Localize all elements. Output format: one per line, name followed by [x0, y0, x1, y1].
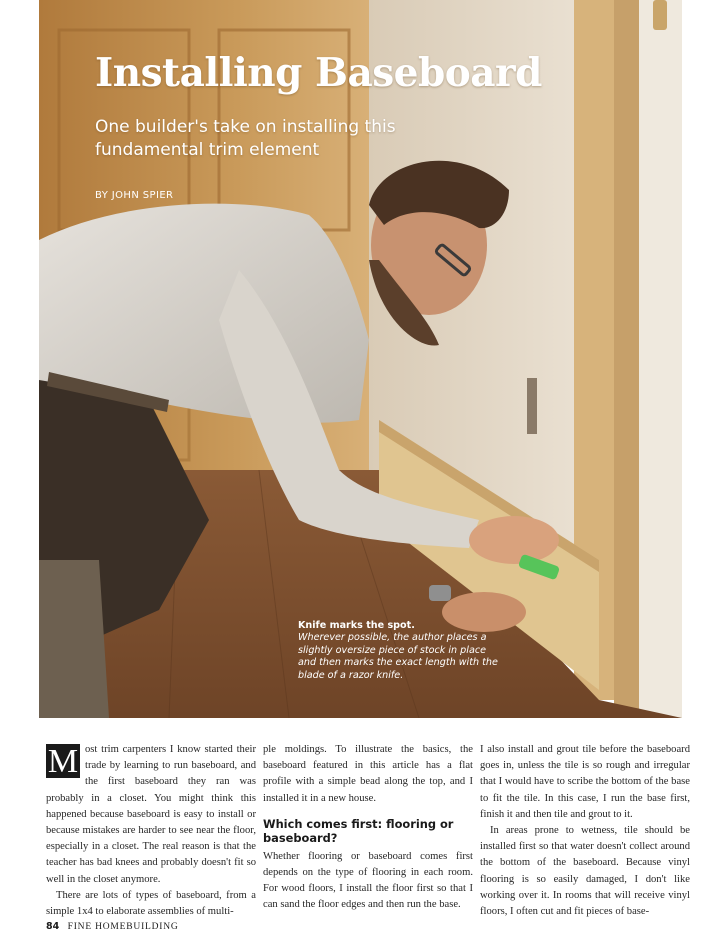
hero-photo-illustration: [39, 0, 682, 718]
article-byline: BY JOHN SPIER: [95, 190, 174, 201]
photo-caption: [298, 620, 503, 682]
body-paragraph: In areas prone to wetness, tile should be installed first so that water doesn't collect around the bottom of the baseboard. Because vinyl flooring is so easily damaged, I don't like working over it. In rooms that will receive vinyl floors, I often cut and fit pieces of base-: [480, 825, 690, 918]
caption-title: Knife marks the spot.: [298, 620, 415, 631]
page-number: 84: [46, 921, 60, 932]
section-subhead: Which comes first: flooring or baseboard?: [263, 816, 454, 845]
body-paragraph: Whether flooring or baseboard comes first depends on the type of flooring in each room. For wood floors, I install the floor first so that I can sand the floor edges and then run the base.: [263, 850, 473, 911]
body-paragraph: ple moldings. To illustrate the basics, the baseboard featured in this article has a flat profile with a simple bead along the top, and I installed it in a new house.: [263, 744, 473, 804]
paragraph-text: ost trim carpenters I know started their trade by learning to run baseboard, and the first baseboard they ran was probably in a closet. You might think this happened because baseboard is easy to install or because mistakes are harder to see near the floor, especially in a closet. The real reason is that the teacher has bad knees and probably doesn't fit so well in the closet anymore.: [46, 744, 256, 885]
article-title: Installing Baseboard: [95, 50, 542, 96]
text-column-3: [480, 742, 690, 920]
body-paragraph: There are lots of types of baseboard, from a simple 1x4 to elaborate assemblies of multi-: [46, 889, 256, 918]
page-footer: [46, 921, 179, 932]
caption-body: Wherever possible, the author places a slightly oversize piece of stock in place and then marks the exact length with the blade of a razor knife.: [298, 632, 498, 681]
text-column-2: [263, 742, 473, 914]
magazine-name: FINE HOMEBUILDING: [67, 922, 179, 932]
hero-photo: [39, 0, 682, 718]
article-deck: One builder's take on installing this fundamental trim element: [95, 117, 396, 160]
drop-cap: M: [47, 743, 79, 780]
body-paragraph: I also install and grout tile before the baseboard goes in, unless the tile is so rough and irregular that I would have to scribe the bottom of the base to fit the tile. In this case, I run the base first, finish it and then tile and grout to it.: [480, 744, 690, 820]
text-column-1: [46, 742, 256, 920]
body-paragraph: [46, 742, 256, 888]
